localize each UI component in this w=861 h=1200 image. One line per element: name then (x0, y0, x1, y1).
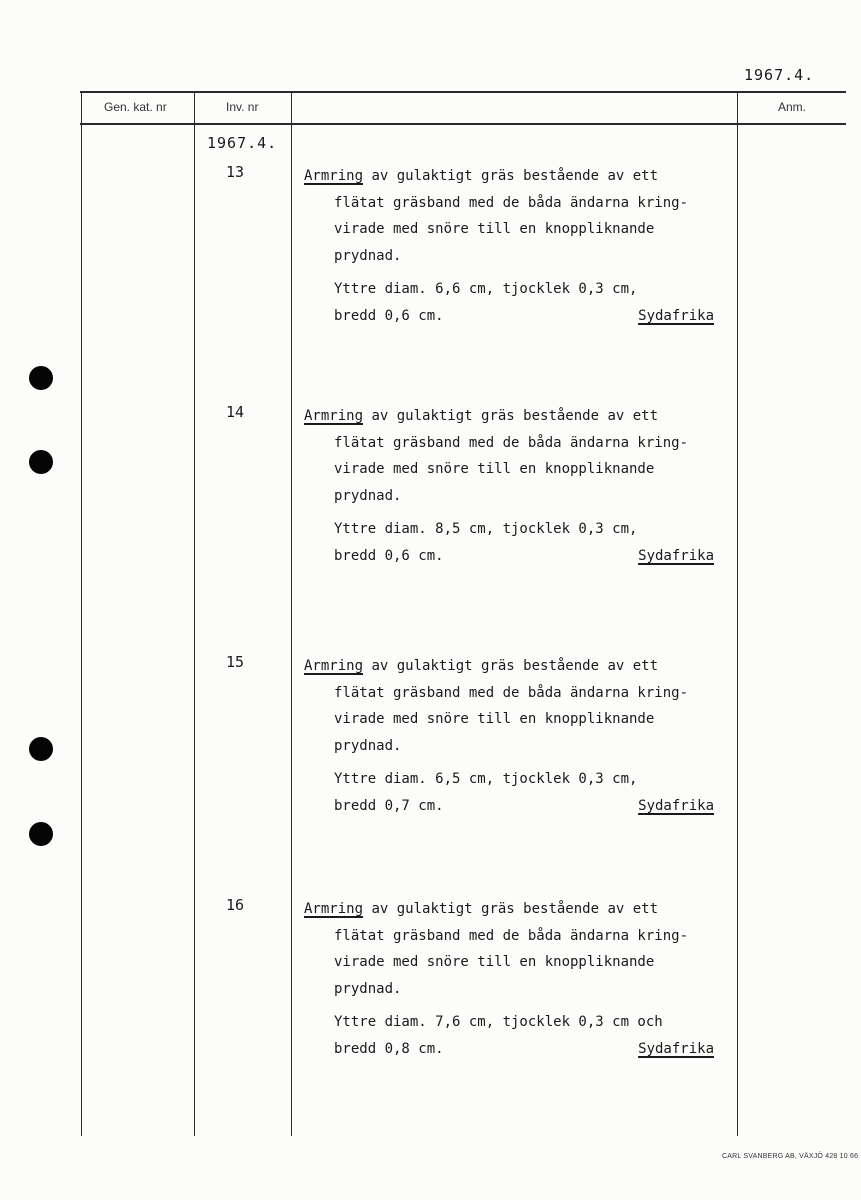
inventory-number: 16 (226, 896, 245, 914)
inventory-number: 13 (226, 163, 245, 181)
origin-place: Sydafrika (638, 797, 714, 814)
column-divider (737, 92, 738, 1136)
measurement-line: Yttre diam. 6,5 cm, tjocklek 0,3 cm, (334, 771, 638, 787)
entry-title: Armring (304, 408, 364, 424)
printer-footer: CARL SVANBERG AB, VÄXJÖ 428 10 66 (722, 1153, 859, 1160)
entry-description (304, 653, 714, 819)
description-line: virade med snöre till en knoppliknande (334, 221, 655, 237)
column-divider (194, 92, 195, 1136)
measurement-line: Yttre diam. 7,6 cm, tjocklek 0,3 cm och (334, 1014, 663, 1030)
entry-title: Armring (304, 658, 364, 674)
description-line: prydnad. (334, 980, 402, 997)
inventory-number: 15 (226, 653, 245, 671)
description-line: av gulaktigt gräs bestående av ett (363, 901, 659, 917)
inventory-number: 14 (226, 403, 245, 421)
entry-description (304, 163, 714, 329)
description-line: virade med snöre till en knoppliknande (334, 461, 655, 477)
measurement-line: bredd 0,6 cm. (334, 307, 444, 324)
entry-description (304, 403, 714, 569)
column-header-inv: Inv. nr (226, 100, 259, 114)
description-line: prydnad. (334, 737, 402, 754)
description-line: flätat gräsband med de båda ändarna kring- (334, 927, 689, 944)
description-line: flätat gräsband med de båda ändarna kring- (334, 434, 689, 451)
description-line: av gulaktigt gräs bestående av ett (363, 658, 659, 674)
description-line: virade med snöre till en knoppliknande (334, 711, 655, 727)
column-header-gen-kat: Gen. kat. nr (104, 100, 167, 114)
description-line: prydnad. (334, 247, 402, 264)
origin-place: Sydafrika (638, 1040, 714, 1057)
punch-hole (29, 737, 53, 761)
punch-hole (29, 822, 53, 846)
entry-title: Armring (304, 901, 364, 917)
description-line: virade med snöre till en knoppliknande (334, 954, 655, 970)
description-line: flätat gräsband med de båda ändarna kring- (334, 194, 689, 211)
description-line: av gulaktigt gräs bestående av ett (363, 168, 659, 184)
measurement-line: Yttre diam. 6,6 cm, tjocklek 0,3 cm, (334, 281, 638, 297)
punch-hole (29, 450, 53, 474)
punch-hole (29, 366, 53, 390)
column-divider (291, 92, 292, 1136)
description-line: flätat gräsband med de båda ändarna kring- (334, 684, 689, 701)
measurement-line: Yttre diam. 8,5 cm, tjocklek 0,3 cm, (334, 521, 638, 537)
column-header-anm: Anm. (778, 100, 807, 114)
entry-title: Armring (304, 168, 364, 184)
page-reference: 1967.4. (744, 66, 815, 84)
measurement-line: bredd 0,8 cm. (334, 1040, 444, 1057)
description-line: av gulaktigt gräs bestående av ett (363, 408, 659, 424)
measurement-line: bredd 0,6 cm. (334, 547, 444, 564)
date-stamp: 1967.4. (207, 134, 278, 152)
column-divider (81, 92, 82, 1136)
origin-place: Sydafrika (638, 307, 714, 324)
measurement-line: bredd 0,7 cm. (334, 797, 444, 814)
entry-description (304, 896, 714, 1062)
origin-place: Sydafrika (638, 547, 714, 564)
description-line: prydnad. (334, 487, 402, 504)
